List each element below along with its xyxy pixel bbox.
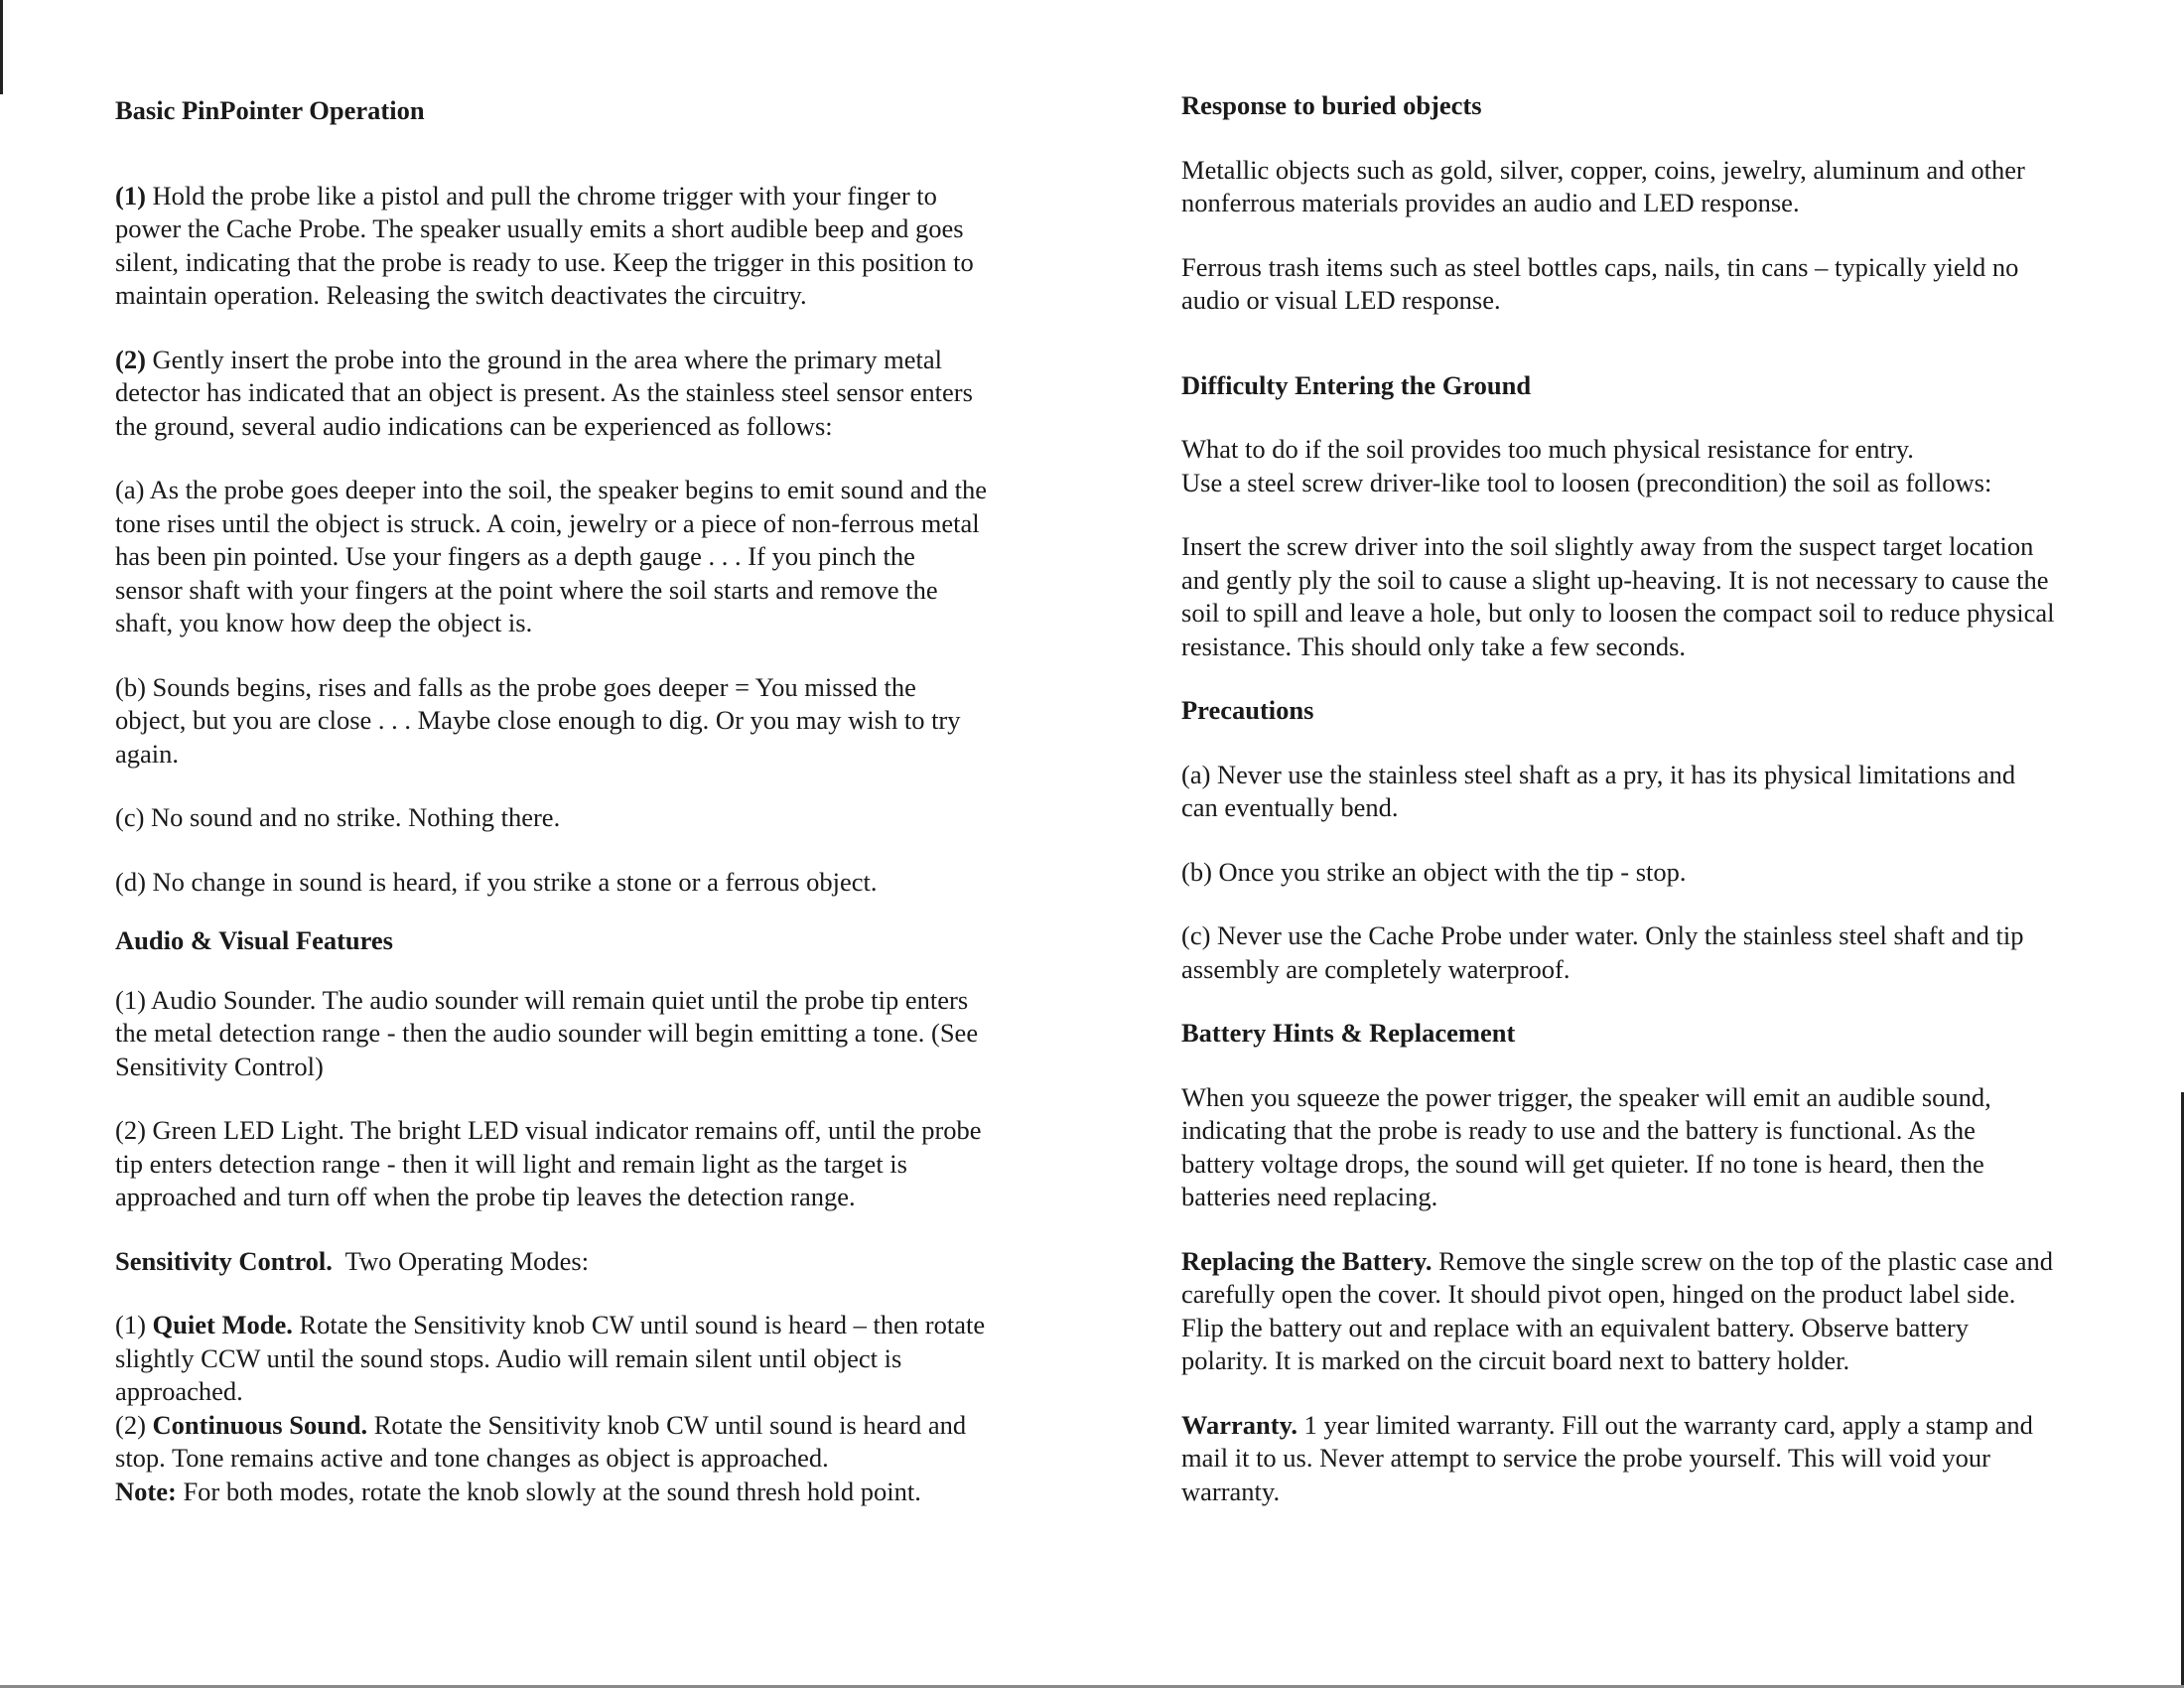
green-led-paragraph: (2) Green LED Light. The bright LED visual indicator remains off, until the probe tip enters detection range - then it will light and remain light as the target is approached and turn off when the probe tip leaves the detection range. — [115, 1115, 982, 1211]
note-label: Note: — [115, 1476, 177, 1506]
difficulty-intro-line-1: What to do if the soil provides too much physical resistance for entry. — [1181, 434, 1914, 464]
sensitivity-title: Sensitivity Control. — [115, 1245, 333, 1276]
sensitivity-note — [115, 1476, 989, 1509]
replacing-battery-text: Remove the single screw on the top of the plastic case and carefully open the cover. It should pivot open, hinged on the product label side. Flip the battery out and replace with an equivalent battery. Observe battery polarity. It is marked on the circuit board next to battery holder. — [1181, 1245, 2053, 1375]
precaution-a: (a) Never use the stainless steel shaft as a pry, it has its physical limitations and can eventually bend. — [1181, 759, 2016, 822]
audio-visual-heading: Audio & Visual Features — [115, 925, 393, 955]
basic-operation-heading: Basic PinPointer Operation — [115, 95, 425, 125]
quiet-mode-label: Quiet Mode. — [152, 1310, 293, 1339]
basic-indication-c: (c) No sound and no strike. Nothing there. — [115, 802, 561, 832]
precaution-b: (b) Once you strike an object with the tip - stop. — [1181, 856, 1687, 887]
basic-indication-b: (b) Sounds begins, rises and falls as the probe goes deeper = You missed the object, but you are close . . . Maybe close enough to dig. Or you may wish to try again. — [115, 671, 961, 769]
continuous-mode-text: Rotate the Sensitivity knob CW until sound is heard and stop. Tone remains active and tone changes as object is approached. — [115, 1409, 967, 1473]
response-heading: Response to buried objects — [1181, 90, 1482, 120]
basic-step-2-number: (2) — [115, 344, 146, 374]
basic-step-1-text: Hold the probe like a pistol and pull the chrome trigger with your finger to power the Cache Probe. The speaker usually emits a short audible beep and goes silent, indicating that the probe is ready to use. Keep the trigger in this position to maintain operation. Releasing the switch deactivates the circuitry. — [115, 180, 974, 310]
replacing-battery-paragraph — [1181, 1245, 2055, 1378]
audio-sounder-paragraph: (1) Audio Sounder. The audio sounder will remain quiet until the probe tip enters the metal detection range - then the audio sounder will begin emitting a tone. (See Sensitivity Control) — [115, 984, 979, 1081]
left-column — [115, 94, 989, 1508]
difficulty-procedure-paragraph: Insert the screw driver into the soil slightly away from the suspect target location and gently ply the soil to cause a slight up-heaving. It is not necessary to cause the soil to spill and leave a hole, but only to loosen the compact soil to reduce physical resistance. This should only take a few seconds. — [1181, 531, 2055, 661]
sensitivity-subtitle: Two Operating Modes: — [344, 1245, 590, 1276]
basic-step-2-text: Gently insert the probe into the ground in the area where the primary metal detector has indicated that an object is present. As the stainless steel sensor enters the ground, several audio indications can be experienced as follows: — [115, 344, 973, 441]
replacing-battery-label: Replacing the Battery. — [1181, 1245, 1433, 1276]
quiet-mode-paragraph — [115, 1309, 989, 1409]
quiet-mode-text: Rotate the Sensitivity knob CW until sound is heard – then rotate slightly CCW until the sound stops. Audio will remain silent until object is approached. — [115, 1310, 986, 1406]
difficulty-heading: Difficulty Entering the Ground — [1181, 369, 1532, 400]
sensitivity-heading — [115, 1245, 989, 1279]
continuous-mode-label: Continuous Sound. — [152, 1409, 368, 1440]
scan-edge-left — [0, 0, 3, 94]
precaution-c: (c) Never use the Cache Probe under water. Only the stainless steel shaft and tip assembly are completely waterproof. — [1181, 920, 2024, 984]
response-ferrous-paragraph: Ferrous trash items such as steel bottles caps, nails, tin cans – typically yield no audio or visual LED response. — [1181, 251, 2019, 315]
continuous-mode-paragraph — [115, 1409, 989, 1476]
quiet-mode-number: (1) — [115, 1310, 146, 1339]
basic-step-1-number: (1) — [115, 180, 146, 211]
continuous-mode-number: (2) — [115, 1409, 146, 1440]
right-column — [1181, 89, 2055, 1508]
note-text: For both modes, rotate the knob slowly at the sound thresh hold point. — [183, 1476, 921, 1506]
warranty-text: 1 year limited warranty. Fill out the warranty card, apply a stamp and mail it to us. Never attempt to service the probe yourself. This will void your warranty. — [1181, 1409, 2033, 1506]
difficulty-intro-line-2: Use a steel screw driver-like tool to loosen (precondition) the soil as follows: — [1181, 467, 1992, 497]
basic-step-1 — [115, 180, 989, 313]
battery-heading: Battery Hints & Replacement — [1181, 1018, 1516, 1048]
basic-indication-a: (a) As the probe goes deeper into the soil, the speaker begins to emit sound and the tone rises until the object is struck. A coin, jewelry or a piece of non-ferrous metal has been pin pointed. Use your fingers as a depth gauge . . . If you pinch the sensor shaft with your fingers at the point where the soil starts and remove the shaft, you know how deep the object is. — [115, 475, 987, 637]
warranty-label: Warranty. — [1181, 1409, 1298, 1440]
battery-hints-paragraph: When you squeeze the power trigger, the speaker will emit an audible sound, indicating that the probe is ready to use and the battery is functional. As the battery voltage drops, the sound will get quieter. If no tone is heard, then the batteries need replacing. — [1181, 1081, 1991, 1211]
response-nonferrous-paragraph: Metallic objects such as gold, silver, copper, coins, jewelry, aluminum and other nonferrous materials provides an audio and LED response. — [1181, 154, 2025, 217]
warranty-paragraph — [1181, 1409, 2055, 1509]
basic-indication-d: (d) No change in sound is heard, if you strike a stone or a ferrous object. — [115, 866, 878, 897]
basic-step-2 — [115, 344, 989, 444]
precautions-heading: Precautions — [1181, 695, 1314, 725]
